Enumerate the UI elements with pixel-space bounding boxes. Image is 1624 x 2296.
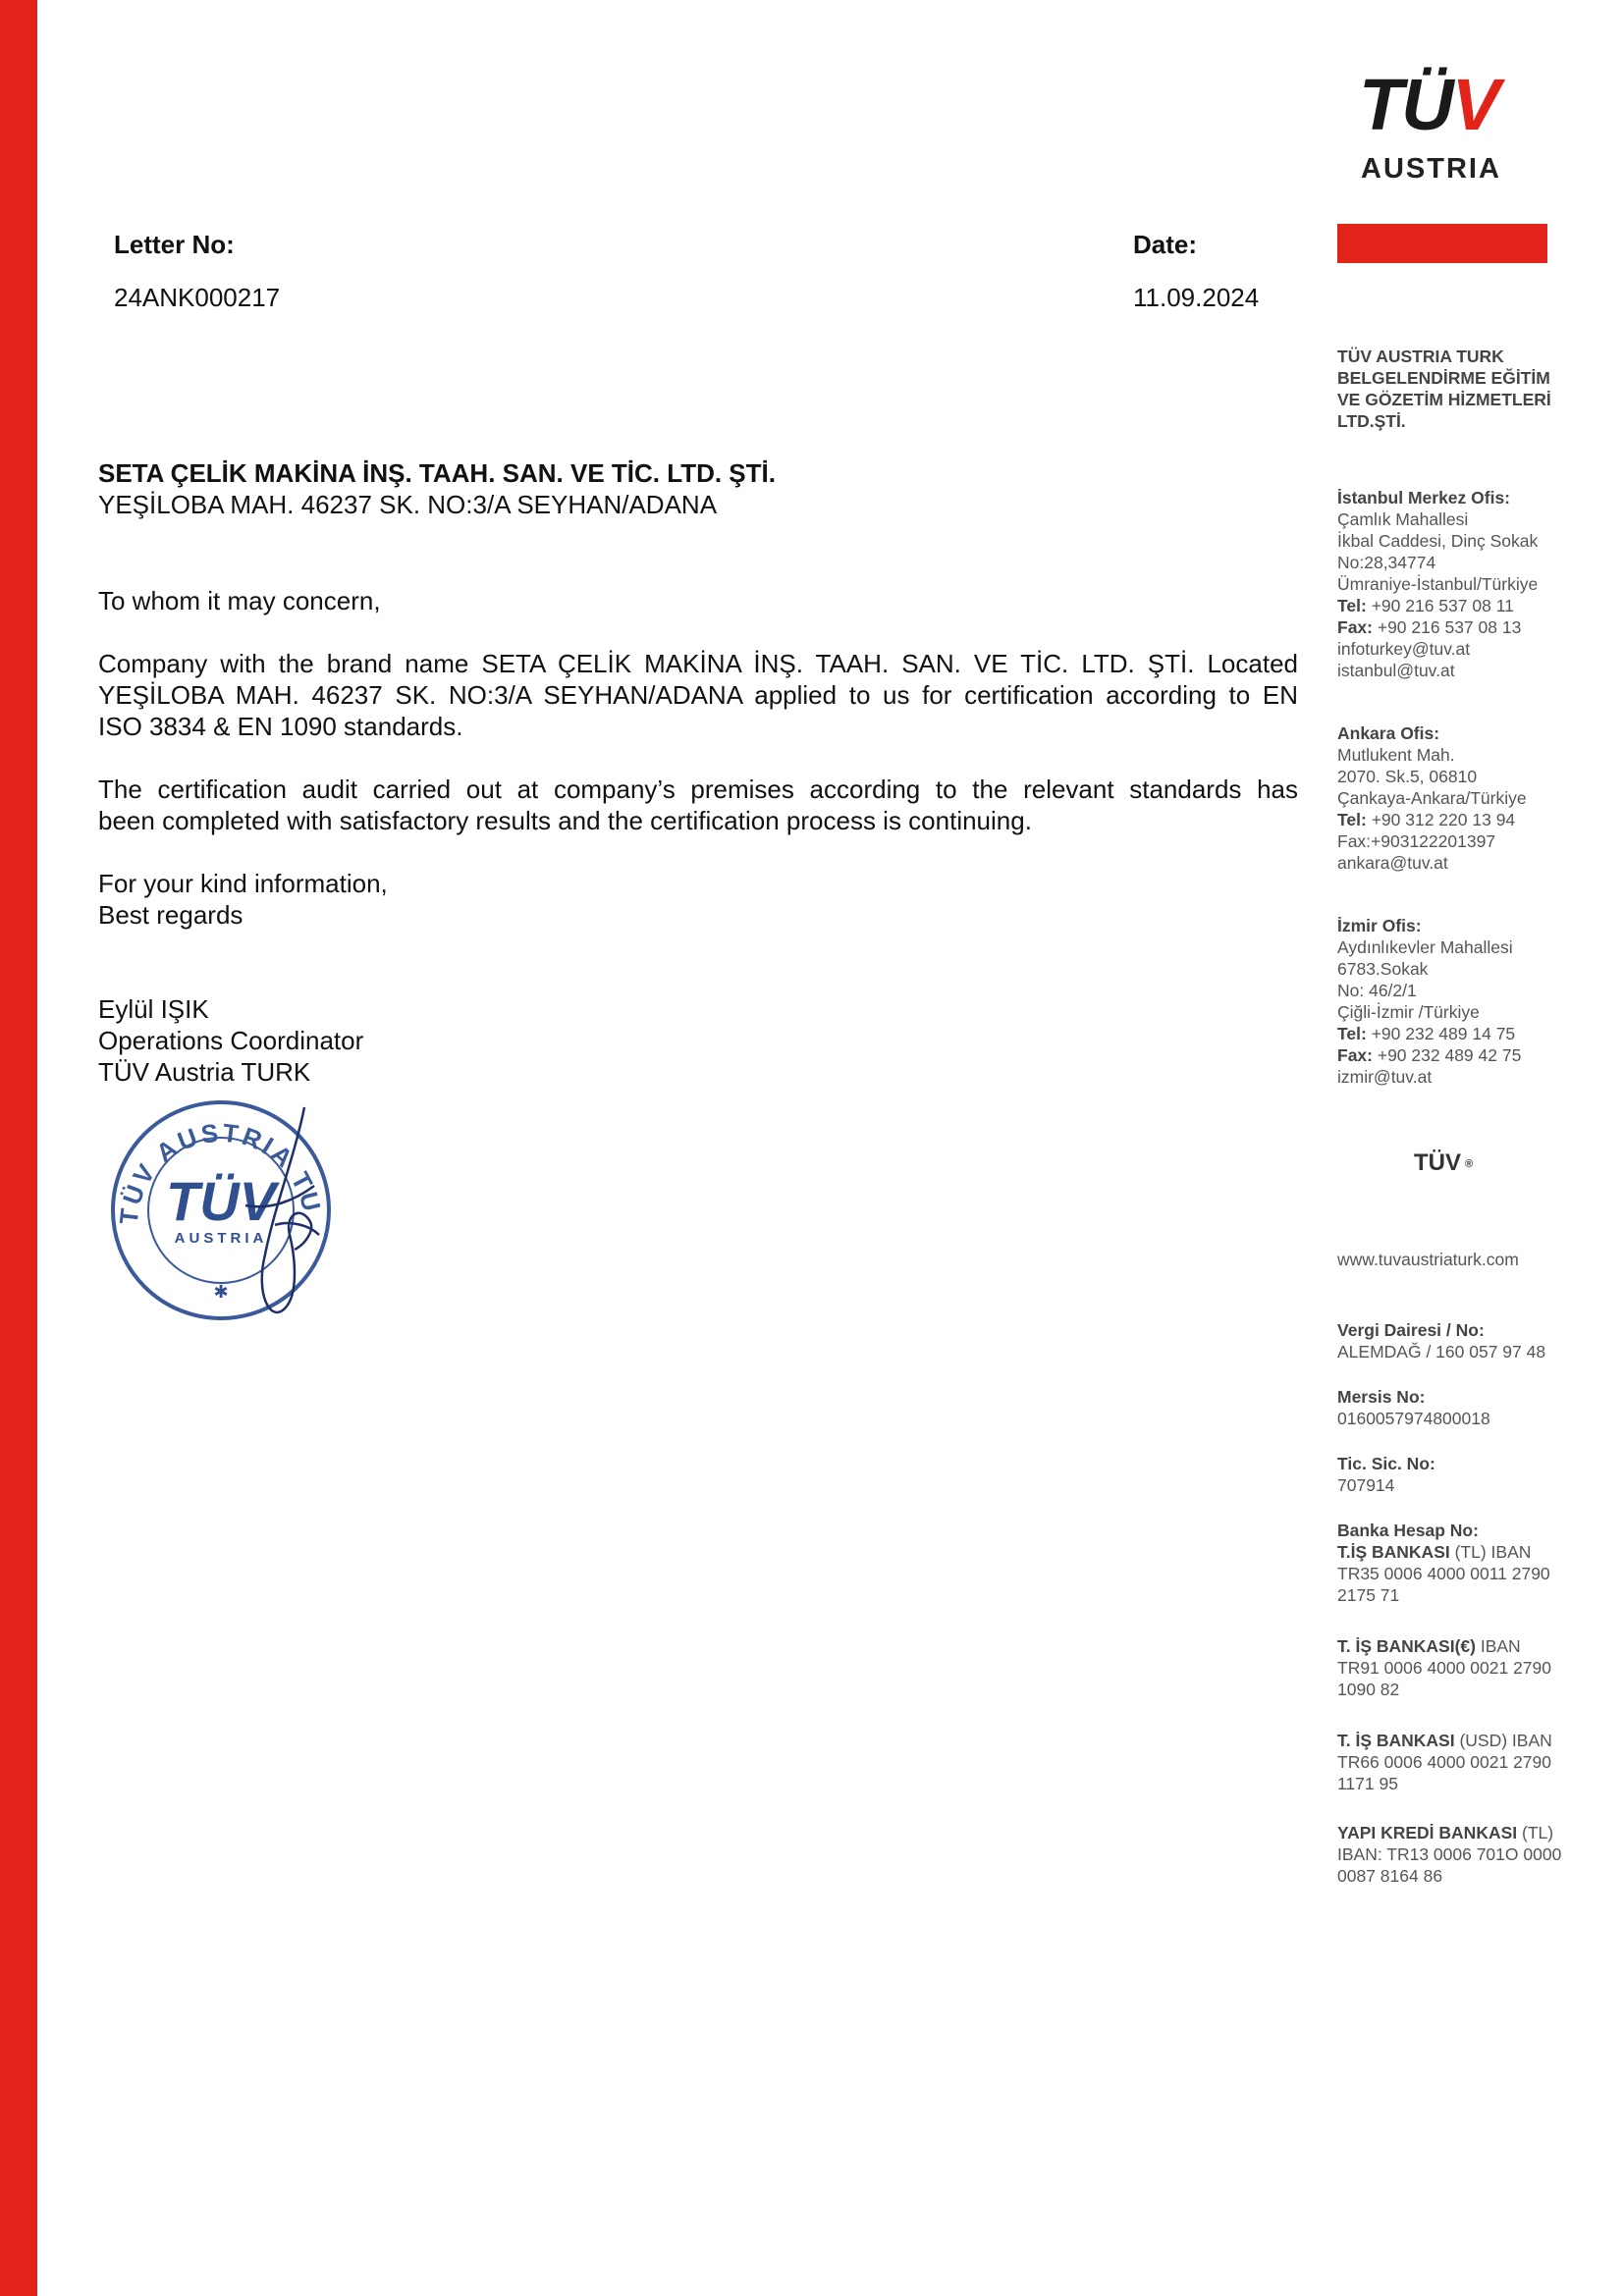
bank-2-name: T. İŞ BANKASI(€) <box>1337 1636 1476 1656</box>
letter-no-value: 24ANK000217 <box>114 283 281 312</box>
izmir-line-4: Çiğli-İzmir /Türkiye <box>1337 1002 1480 1022</box>
stamp-ring-text: TÜV AUSTRIA TU <box>113 1117 328 1226</box>
istanbul-email-2[interactable]: istanbul@tuv.at <box>1337 661 1455 680</box>
signature-block <box>98 993 1298 1088</box>
sidebar-tuv-mark <box>1414 1149 1624 1176</box>
sidebar-bank-2 <box>1337 1635 1602 1700</box>
closing-line-1: For your kind information, <box>98 869 388 898</box>
sidebar-tic <box>1337 1453 1602 1496</box>
tax-title: Vergi Dairesi / No: <box>1337 1320 1485 1340</box>
sidebar-company <box>1337 346 1602 432</box>
tuv-austria-logo <box>1359 64 1545 187</box>
paragraph-2 <box>98 774 1298 836</box>
sidebar-mersis <box>1337 1386 1602 1429</box>
paragraph-1 <box>98 648 1298 742</box>
sidebar-bank-4 <box>1337 1822 1602 1887</box>
bank-3-name: T. İŞ BANKASI <box>1337 1731 1455 1750</box>
tax-value: ALEMDAĞ / 160 057 97 48 <box>1337 1342 1546 1362</box>
izmir-title: İzmir Ofis: <box>1337 916 1422 935</box>
bank-4-suffix: (TL) <box>1517 1823 1554 1842</box>
ankara-tel-label: Tel: <box>1337 810 1367 829</box>
company-stamp <box>98 1088 344 1333</box>
bank-2-iban-1: TR91 0006 4000 0021 2790 <box>1337 1658 1551 1678</box>
letter-no-label: Letter No: <box>114 230 235 259</box>
sidebar-bank-3 <box>1337 1730 1602 1794</box>
sidebar-website[interactable]: www.tuvaustriaturk.com <box>1337 1250 1519 1269</box>
bank-2-iban-2: 1090 82 <box>1337 1680 1400 1699</box>
bank-1-iban-1: TR35 0006 4000 0011 2790 <box>1337 1564 1550 1583</box>
recipient-address: YEŞİLOBA MAH. 46237 SK. NO:3/A SEYHAN/ADANA <box>98 490 718 519</box>
istanbul-line-1: Çamlık Mahallesi <box>1337 509 1469 529</box>
bank-2-suffix: IBAN <box>1475 1636 1521 1656</box>
ankara-line-2: 2070. Sk.5, 06810 <box>1337 767 1478 786</box>
bank-1-iban-2: 2175 71 <box>1337 1585 1400 1605</box>
recipient-company: SETA ÇELİK MAKİNA İNŞ. TAAH. SAN. VE TİC. LTD. ŞTİ. <box>98 458 776 488</box>
izmir-tel-label: Tel: <box>1337 1024 1367 1043</box>
mersis-value: 0160057974800018 <box>1337 1409 1490 1428</box>
istanbul-fax-label: Fax: <box>1337 617 1373 637</box>
tic-value: 707914 <box>1337 1475 1395 1495</box>
bank-3-iban-2: 1171 95 <box>1337 1774 1398 1793</box>
ankara-line-3: Çankaya-Ankara/Türkiye <box>1337 788 1527 808</box>
recipient-block <box>98 457 1298 520</box>
mersis-title: Mersis No: <box>1337 1387 1426 1407</box>
ankara-tel: +90 312 220 13 94 <box>1371 810 1516 829</box>
sidebar-tax <box>1337 1319 1602 1362</box>
closing <box>98 868 1298 931</box>
left-red-stripe <box>0 0 37 2296</box>
paragraph-1-line-3: ISO 3834 & EN 1090 standards. <box>98 712 463 741</box>
izmir-fax: +90 232 489 42 75 <box>1377 1045 1522 1065</box>
signer-title: Operations Coordinator <box>98 1026 364 1055</box>
istanbul-fax: +90 216 537 08 13 <box>1377 617 1522 637</box>
bank-1-name: T.İŞ BANKASI <box>1337 1542 1450 1562</box>
izmir-email[interactable]: izmir@tuv.at <box>1337 1067 1433 1087</box>
logo-subtitle: AUSTRIA <box>1361 153 1501 185</box>
bank-1-suffix: (TL) IBAN <box>1449 1542 1532 1562</box>
stamp-star-icon: ✱ <box>213 1282 229 1303</box>
ankara-fax: Fax:+903122201397 <box>1337 831 1496 851</box>
sidebar-izmir-office <box>1337 915 1602 1088</box>
izmir-line-3: No: 46/2/1 <box>1337 981 1417 1000</box>
istanbul-title: İstanbul Merkez Ofis: <box>1337 488 1511 507</box>
izmir-fax-label: Fax: <box>1337 1045 1373 1065</box>
istanbul-tel: +90 216 537 08 11 <box>1371 596 1514 615</box>
ankara-line-1: Mutlukent Mah. <box>1337 745 1455 765</box>
sidebar-ankara-office <box>1337 722 1602 874</box>
izmir-line-2: 6783.Sokak <box>1337 959 1429 979</box>
sidebar-company-line-1: TÜV AUSTRIA TURK <box>1337 347 1504 366</box>
sidebar-bank-1 <box>1337 1520 1602 1606</box>
signer-organization: TÜV Austria TURK <box>98 1057 311 1087</box>
stamp-svg <box>98 1088 344 1333</box>
logo-brand: TÜV <box>1359 64 1499 145</box>
ankara-title: Ankara Ofis: <box>1337 723 1440 743</box>
sidebar-istanbul-office <box>1337 487 1602 681</box>
istanbul-line-2: İkbal Caddesi, Dinç Sokak <box>1337 531 1539 551</box>
bank-4-iban-1: IBAN: TR13 0006 701O 0000 <box>1337 1844 1562 1864</box>
izmir-tel: +90 232 489 14 75 <box>1371 1024 1516 1043</box>
sidebar-company-line-2: BELGELENDİRME EĞİTİM <box>1337 368 1550 388</box>
ankara-email[interactable]: ankara@tuv.at <box>1337 853 1448 873</box>
paragraph-2-line-1: The certification audit carried out at company’s premises according to the relevant standards has <box>98 774 1298 804</box>
stamp-sub: AUSTRIA <box>174 1230 268 1247</box>
bank-4-name: YAPI KREDİ BANKASI <box>1337 1823 1518 1842</box>
istanbul-line-3: No:28,34774 <box>1337 553 1436 572</box>
bank-3-iban-1: TR66 0006 4000 0021 2790 <box>1337 1752 1551 1772</box>
paragraph-2-line-2: been completed with satisfactory results and the certification process is continuing. <box>98 806 1032 835</box>
tuv-mark-text: TÜV <box>1414 1149 1461 1176</box>
date-label: Date: <box>1133 230 1198 259</box>
header-red-block <box>1337 224 1547 263</box>
tic-title: Tic. Sic. No: <box>1337 1454 1435 1473</box>
paragraph-1-line-2: YEŞİLOBA MAH. 46237 SK. NO:3/A SEYHAN/ADANA applied to us for certification according to EN <box>98 680 1298 710</box>
registered-mark: ® <box>1465 1157 1474 1170</box>
paragraph-1-line-1: Company with the brand name SETA ÇELİK MAKİNA İNŞ. TAAH. SAN. VE TİC. LTD. ŞTİ. Located <box>98 649 1298 678</box>
bank-3-suffix: (USD) IBAN <box>1454 1731 1552 1750</box>
signer-name: Eylül IŞIK <box>98 994 209 1024</box>
istanbul-line-4: Ümraniye-İstanbul/Türkiye <box>1337 574 1539 594</box>
sidebar-company-line-4: LTD.ŞTİ. <box>1337 411 1406 431</box>
bank-title: Banka Hesap No: <box>1337 1521 1479 1540</box>
istanbul-tel-label: Tel: <box>1337 596 1367 615</box>
stamp-brand: TÜV <box>166 1170 276 1232</box>
sidebar-company-line-3: VE GÖZETİM HİZMETLERİ <box>1337 390 1551 409</box>
greeting: To whom it may concern, <box>98 586 381 615</box>
bank-4-iban-2: 0087 8164 86 <box>1337 1866 1443 1886</box>
izmir-line-1: Aydınlıkevler Mahallesi <box>1337 937 1513 957</box>
closing-line-2: Best regards <box>98 900 244 930</box>
date-value: 11.09.2024 <box>1133 283 1260 312</box>
istanbul-email-1[interactable]: infoturkey@tuv.at <box>1337 639 1471 659</box>
